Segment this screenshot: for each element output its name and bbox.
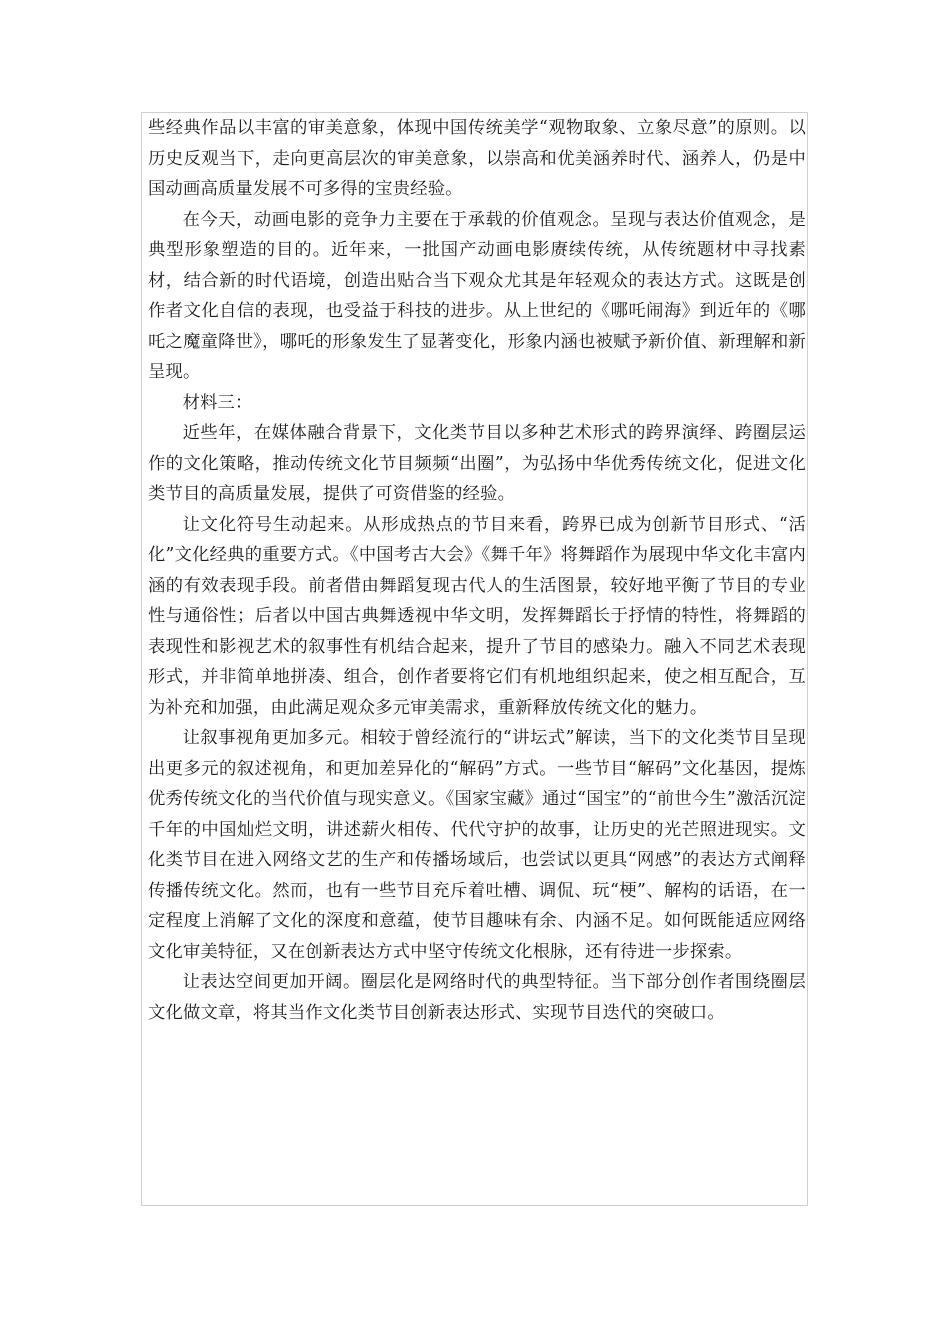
paragraph-6: 让表达空间更加开阔。圈层化是网络时代的典型特征。当下部分创作者围绕圈层文化做文章，将其当作文化类节目创新表达形式、实现节目迭代的突破口。 xyxy=(148,972,806,1023)
paragraph-1: 些经典作品以丰富的审美意象，体现中国传统美学“观物取象、立象尽意”的原则。以历史反观当下，走向更高层次的审美意象，以崇高和优美涵养时代、涵养人，仍是中国动画高质量发展不可多得的宝贵经验。 xyxy=(148,118,806,199)
document-body xyxy=(148,113,806,1028)
paragraph-5: 让叙事视角更加多元。相较于曾经流行的“讲坛式”解读，当下的文化类节目呈现出更多元的叙述视角，和更加差异化的“解码”方式。一些节目“解码”文化基因，提炼优秀传统文化的当代价值与现实意义。《国家宝藏》通过“国宝”的“前世今生”激活沉淀千年的中国灿烂文明，讲述薪火相传、代代守护的故事，让历史的光芒照进现实。文化类节目在进入网络文艺的生产和传播场域后，也尝试以更具“网感”的表达方式阐释传播传统文化。然而，也有一些节目充斥着吐槽、调侃、玩“梗”、解构的话语，在一定程度上消解了文化的深度和意蕴，使节目趣味有余、内涵不足。如何既能适应网络文化审美特征，又在创新表达方式中坚守传统文化根脉，还有待进一步探索。 xyxy=(148,728,806,962)
paragraph-4: 让文化符号生动起来。从形成热点的节目来看，跨界已成为创新节目形式、“活化”文化经典的重要方式。《中国考古大会》《舞千年》将舞蹈作为展现中华文化丰富内涵的有效表现手段。前者借由舞蹈复现古代人的生活图景，较好地平衡了节目的专业性与通俗性；后者以中国古典舞透视中华文明，发挥舞蹈长于抒情的特性，将舞蹈的表现性和影视艺术的叙事性有机结合起来，提升了节目的感染力。融入不同艺术表现形式，并非简单地拼凑、组合，创作者要将它们有机地组织起来，使之相互配合，互为补充和加强，由此满足观众多元审美需求，重新释放传统文化的魅力。 xyxy=(148,514,806,718)
paragraph-2: 在今天，动画电影的竞争力主要在于承载的价值观念。呈现与表达价值观念，是典型形象塑造的目的。近年来，一批国产动画电影赓续传统，从传统题材中寻找素材，结合新的时代语境，创造出贴合当下观众尤其是年轻观众的表达方式。这既是创作者文化自信的表现，也受益于科技的进步。从上世纪的《哪吒闹海》到近年的《哪吒之魔童降世》，哪吒的形象发生了显著变化，形象内涵也被赋予新价值、新理解和新呈现。 xyxy=(148,209,806,382)
section-heading-material-three: 材料三： xyxy=(182,392,253,413)
paragraph-3: 近些年，在媒体融合背景下，文化类节目以多种艺术形式的跨界演绎、跨圈层运作的文化策略，推动传统文化节目频频“出圈”，为弘扬中华优秀传统文化，促进文化类节目的高质量发展，提供了可资借鉴的经验。 xyxy=(148,423,806,504)
